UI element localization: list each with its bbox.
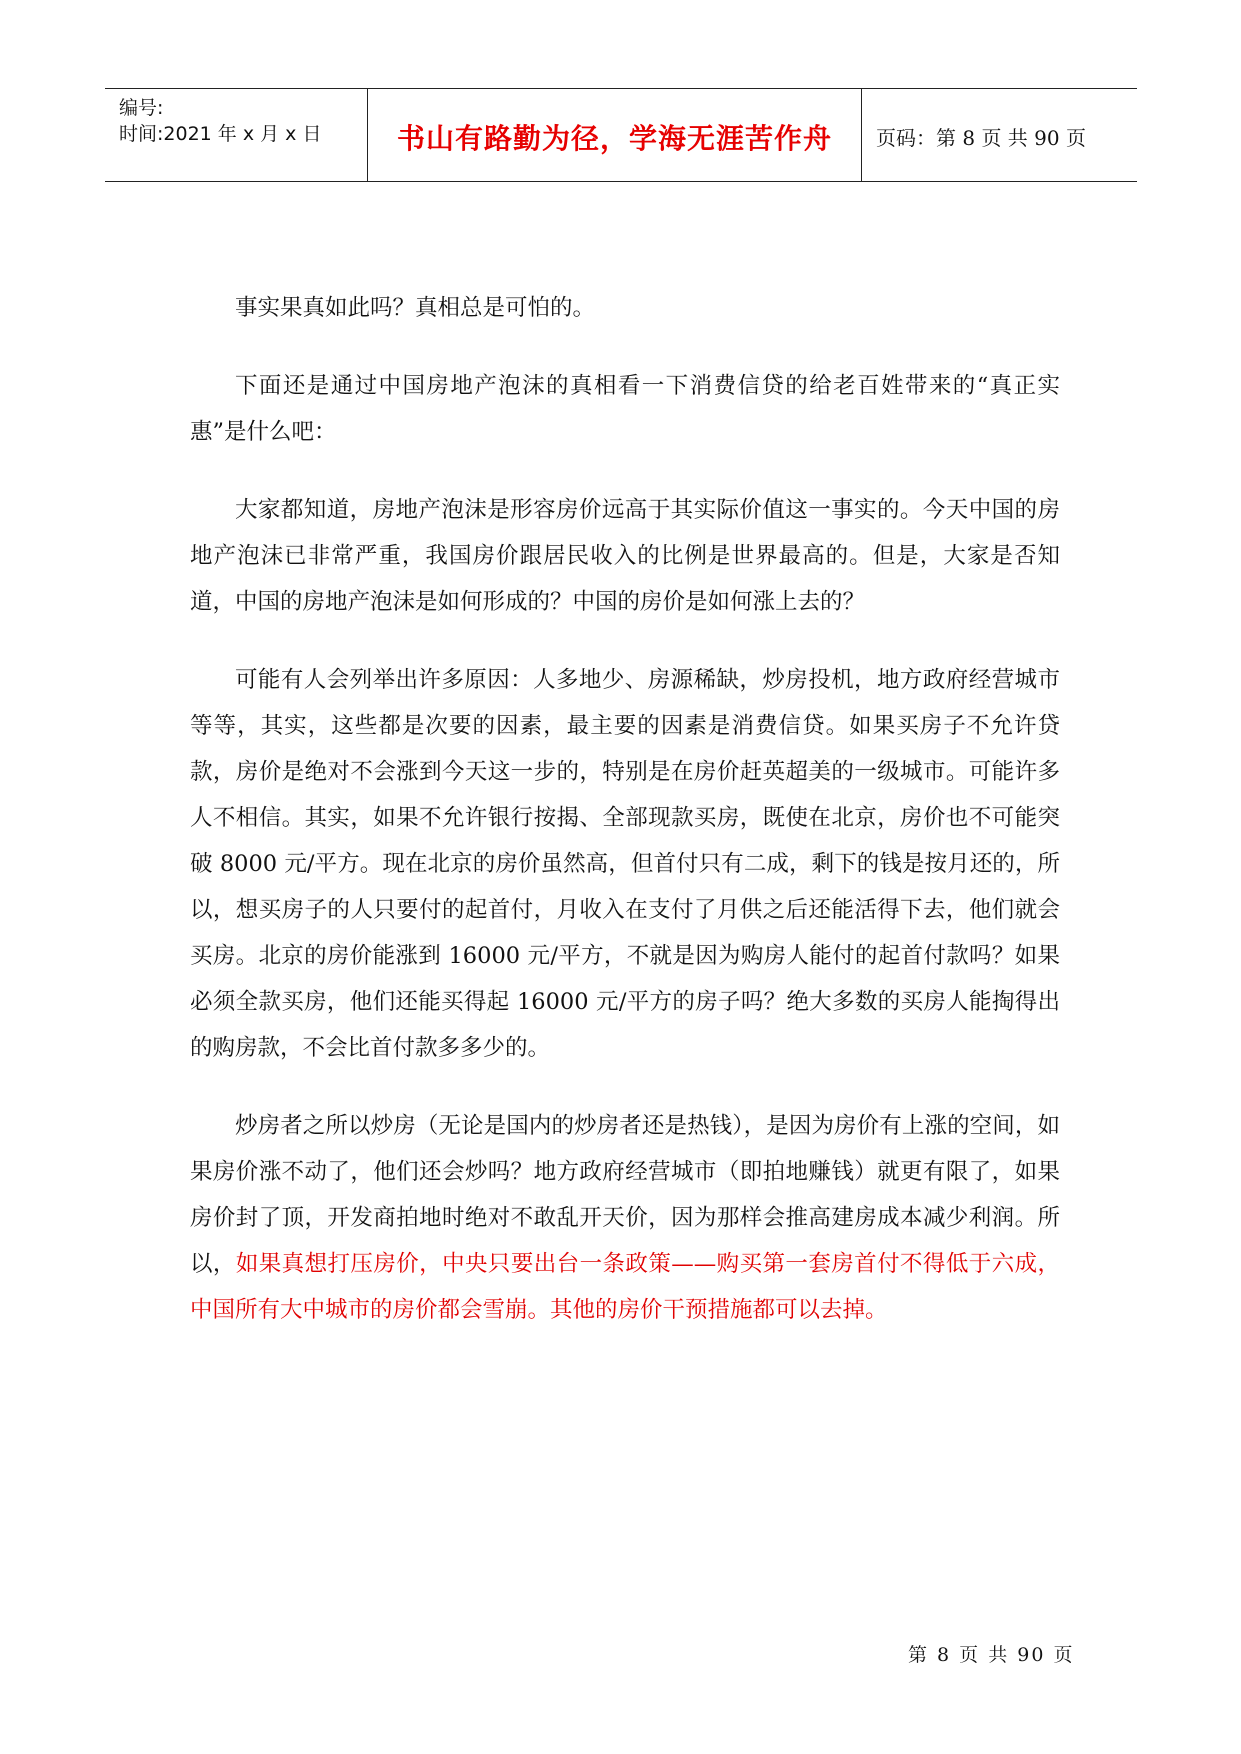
paragraph-3: 大家都知道，房地产泡沫是形容房价远高于其实际价值这一事实的。今天中国的房地产泡沫已非常严重，我国房价跟居民收入的比例是世界最高的。但是，大家是否知道，中国的房地产泡沫是如何形成的？中国的房价是如何涨上去的？ [190,497,1060,615]
paragraph-5-highlighted-text: 如果真想打压房价，中央只要出台一条政策——购买第一套房首付不得低于六成，中国所有大中城市的房价都会雪崩。其他的房价干预措施都可以去掉。 [190,1251,1060,1323]
paragraph-5 [190,1103,1060,1333]
page-header [105,88,1137,182]
header-page-cell [862,89,1137,181]
paragraph-2: 下面还是通过中国房地产泡沫的真相看一下消费信贷的给老百姓带来的“真正实惠”是什么吧： [190,373,1060,445]
paragraph-5-normal-text: 炒房者之所以炒房（无论是国内的炒房者还是热钱），是因为房价有上涨的空间，如果房价涨不动了，他们还会炒吗？地方政府经营城市（即拍地赚钱）就更有限了，如果房价封了顶，开发商拍地时绝对不敢乱开天价，因为那样会推高建房成本减少利润。所以， [190,1113,1060,1277]
paragraph-1: 事实果真如此吗？真相总是可怕的。 [235,295,596,321]
header-motto: 书山有路勤为径，学海无涯苦作舟 [396,122,832,155]
paragraph-4: 可能有人会列举出许多原因：人多地少、房源稀缺，炒房投机，地方政府经营城市等等，其实，这些都是次要的因素，最主要的因素是消费信贷。如果买房子不允许贷款，房价是绝对不会涨到今天这一步的，特别是在房价赶英超美的一级城市。可能许多人不相信。其实，如果不允许银行按揭、全部现款买房，既使在北京，房价也不可能突破 8000 元/平方。现在北京的房价虽然高，但首付只有二成，剩下的钱是按月还的，所以，想买房子的人只要付的起首付，月收入在支付了月供之后还能活得下去，他们就会买房。北京的房价能涨到 16000 元/平方，不就是因为购房人能付的起首付款吗？如果必须全款买房，他们还能买得起 16000 元/平方的房子吗？绝大多数的买房人能掏得出的购房款，不会比首付款多多少的。 [190,667,1060,1061]
page-footer: 第 8 页 共 90 页 [908,1644,1075,1666]
document-number-label: 编号: [119,97,164,119]
header-meta [105,89,368,181]
document-date-label: 时间:2021 年 x 月 x 日 [119,123,322,145]
header-motto-cell [368,89,862,181]
header-page-info: 页码：第 8 页 共 90 页 [876,126,1086,150]
document-body [190,285,1060,1365]
